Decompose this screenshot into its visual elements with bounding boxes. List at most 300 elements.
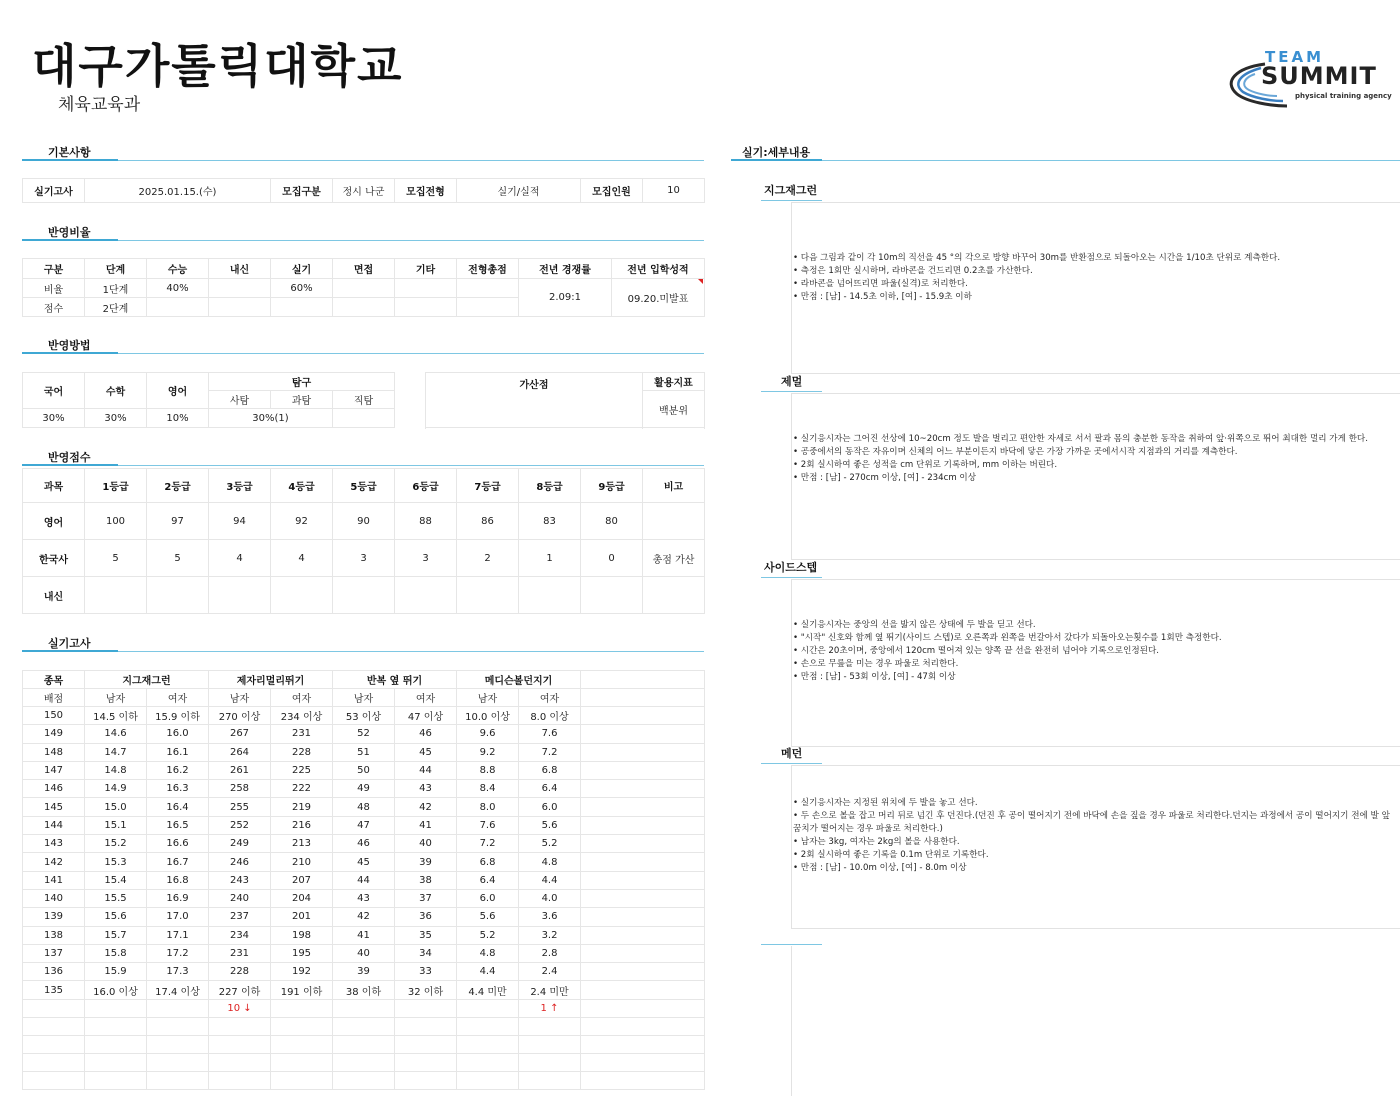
empty-cell bbox=[271, 1017, 333, 1035]
practical-event-header: 제자리멀리뛰기 bbox=[209, 671, 333, 689]
practical-record-cell: 5.6 bbox=[457, 908, 519, 926]
detail-description bbox=[793, 797, 1396, 875]
score-cell: 88 bbox=[395, 503, 457, 540]
empty-cell bbox=[581, 871, 705, 889]
score-cell bbox=[147, 577, 209, 614]
empty-cell bbox=[23, 1017, 85, 1035]
logo-tagline: physical training agency bbox=[1295, 92, 1392, 100]
detail-line: • 실기응시자는 중앙의 선을 밟지 않은 상태에 두 발을 딛고 선다. bbox=[793, 620, 1036, 630]
gender-male-header: 남자 bbox=[457, 689, 519, 707]
empty-cell bbox=[581, 1035, 705, 1053]
empty-cell bbox=[333, 1053, 395, 1071]
practical-record-cell: 45 bbox=[395, 743, 457, 761]
score-cell: 2 bbox=[457, 540, 519, 577]
score-cell bbox=[519, 577, 581, 614]
score-cell: 92 bbox=[271, 503, 333, 540]
section-divider-accent bbox=[761, 577, 822, 578]
section-divider-accent bbox=[22, 159, 118, 161]
empty-cell bbox=[395, 1017, 457, 1035]
practical-record-cell: 14.8 bbox=[85, 761, 147, 779]
university-title: 대구가톨릭대학교 bbox=[32, 39, 404, 93]
practical-points-cell: 143 bbox=[23, 835, 85, 853]
practical-record-cell: 9.2 bbox=[457, 743, 519, 761]
gender-female-header: 여자 bbox=[147, 689, 209, 707]
empty-cell bbox=[333, 1071, 395, 1089]
empty-cell bbox=[395, 1053, 457, 1071]
detail-line: • 2회 실시하여 좋은 성적을 cm 단위로 기록하며, mm 이하는 버린다. bbox=[793, 460, 1058, 470]
practical-record-cell: 14.7 bbox=[85, 743, 147, 761]
practical-record-cell: 258 bbox=[209, 780, 271, 798]
practical-record-cell: 5.2 bbox=[457, 926, 519, 944]
practical-record-cell: 16.2 bbox=[147, 761, 209, 779]
empty-cell bbox=[395, 1035, 457, 1053]
section-method-title: 반영방법 bbox=[48, 339, 91, 352]
ratio-cell: 점수 bbox=[23, 298, 85, 317]
practical-record-cell: 15.5 bbox=[85, 889, 147, 907]
empty-cell bbox=[457, 1035, 519, 1053]
empty-cell bbox=[581, 853, 705, 871]
score-subject-cell: 영어 bbox=[23, 503, 85, 540]
empty-cell bbox=[271, 1053, 333, 1071]
score-cell bbox=[643, 503, 705, 540]
empty-cell bbox=[581, 1071, 705, 1089]
score-header-cell: 6등급 bbox=[395, 469, 457, 503]
empty-cell bbox=[581, 908, 705, 926]
practical-record-cell: 47 이상 bbox=[395, 707, 457, 725]
practical-record-cell: 37 bbox=[395, 889, 457, 907]
practical-record-cell: 4.4 bbox=[457, 963, 519, 981]
practical-record-cell: 43 bbox=[395, 780, 457, 798]
quota-value: 10 bbox=[643, 179, 705, 203]
empty-cell bbox=[581, 963, 705, 981]
empty-cell bbox=[85, 999, 147, 1017]
score-cell: 5 bbox=[85, 540, 147, 577]
practical-record-cell: 16.0 이상 bbox=[85, 981, 147, 999]
empty-cell bbox=[457, 999, 519, 1017]
detail-line: • 손으로 무릎을 미는 경우 파울로 처리한다. bbox=[793, 659, 959, 669]
ratio-header-cell: 기타 bbox=[395, 259, 457, 279]
practical-record-cell: 49 bbox=[333, 780, 395, 798]
practical-record-cell: 15.9 이하 bbox=[147, 707, 209, 725]
practical-record-cell: 53 이상 bbox=[333, 707, 395, 725]
method-social-header: 사탐 bbox=[209, 391, 271, 409]
practical-record-cell: 7.6 bbox=[519, 725, 581, 743]
practical-record-cell: 41 bbox=[395, 816, 457, 834]
empty-cell bbox=[581, 944, 705, 962]
practical-record-cell: 231 bbox=[209, 944, 271, 962]
section-divider bbox=[731, 160, 1400, 161]
empty-cell bbox=[519, 1017, 581, 1035]
detail-title: 제멀 bbox=[781, 375, 803, 388]
method-korean-header: 국어 bbox=[23, 373, 85, 409]
recruit-type-label: 모집구분 bbox=[271, 179, 333, 203]
practical-record-cell: 228 bbox=[271, 743, 333, 761]
empty-cell bbox=[581, 707, 705, 725]
practical-points-cell: 145 bbox=[23, 798, 85, 816]
score-cell bbox=[643, 577, 705, 614]
practical-points-cell: 142 bbox=[23, 853, 85, 871]
ratio-header-cell: 전형총점 bbox=[457, 259, 519, 279]
practical-record-cell: 45 bbox=[333, 853, 395, 871]
empty-cell bbox=[147, 1053, 209, 1071]
detail-line: • 실기응시자는 지정된 위치에 두 발을 놓고 선다. bbox=[793, 798, 978, 808]
practical-record-cell: 192 bbox=[271, 963, 333, 981]
score-cell: 총점 가산 bbox=[643, 540, 705, 577]
practical-record-cell: 35 bbox=[395, 926, 457, 944]
practical-record-cell: 42 bbox=[333, 908, 395, 926]
ratio-cell: 2단계 bbox=[85, 298, 147, 317]
quota-label: 모집인원 bbox=[581, 179, 643, 203]
practical-record-cell: 15.4 bbox=[85, 871, 147, 889]
practical-points-cell: 144 bbox=[23, 816, 85, 834]
practical-points-cell: 139 bbox=[23, 908, 85, 926]
index-value: 백분위 bbox=[643, 391, 705, 428]
empty-cell bbox=[457, 1017, 519, 1035]
empty-cell bbox=[333, 999, 395, 1017]
empty-cell bbox=[85, 1053, 147, 1071]
ratio-cell bbox=[271, 298, 333, 317]
practical-record-cell: 198 bbox=[271, 926, 333, 944]
detail-line: • 두 손으로 볼을 잡고 머리 뒤로 넘긴 후 던진다.(던진 후 공이 떨어지기 전에 바닥에 손을 짚을 경우 파울로 처리한다.던지는 과정에서 공이 떨어지기 전에 발 앞꿈치가 떨어지는 경우 파울로 처리한다.) bbox=[793, 811, 1390, 834]
empty-detail-box bbox=[791, 946, 1400, 1096]
detail-line: • 만점 : [남] - 270cm 이상, [여] - 234cm 이상 bbox=[793, 473, 977, 483]
practical-record-cell: 14.9 bbox=[85, 780, 147, 798]
logo-team-text: TEAM bbox=[1265, 48, 1325, 66]
practical-record-cell: 5.2 bbox=[519, 835, 581, 853]
ratio-header-cell: 면접 bbox=[333, 259, 395, 279]
practical-record-cell: 33 bbox=[395, 963, 457, 981]
practical-record-cell: 36 bbox=[395, 908, 457, 926]
practical-record-cell: 38 bbox=[395, 871, 457, 889]
practical-record-cell: 38 이하 bbox=[333, 981, 395, 999]
method-empty-cell bbox=[333, 409, 395, 428]
ratio-cell bbox=[333, 298, 395, 317]
exam-date-value: 2025.01.15.(수) bbox=[85, 179, 271, 203]
empty-cell bbox=[581, 743, 705, 761]
detail-line: • 2회 실시하여 좋은 기록을 0.1m 단위로 기록한다. bbox=[793, 850, 989, 860]
empty-cell bbox=[581, 725, 705, 743]
ratio-table bbox=[22, 258, 705, 317]
score-header-cell: 8등급 bbox=[519, 469, 581, 503]
detail-line: • "시작" 신호와 함께 옆 뛰기(사이드 스텝)로 오른쪽과 왼쪽을 번갈아서 갔다가 되돌아오는횟수를 1회만 측정한다. bbox=[793, 633, 1222, 643]
practical-record-cell: 6.4 bbox=[519, 780, 581, 798]
method-english-value: 10% bbox=[147, 409, 209, 428]
practical-record-cell: 231 bbox=[271, 725, 333, 743]
practical-record-cell: 40 bbox=[333, 944, 395, 962]
section-ratio-title: 반영비율 bbox=[48, 226, 91, 239]
practical-record-cell: 4.8 bbox=[519, 853, 581, 871]
empty-cell bbox=[23, 999, 85, 1017]
section-divider bbox=[22, 240, 704, 241]
practical-record-cell: 8.4 bbox=[457, 780, 519, 798]
practical-record-cell: 3.6 bbox=[519, 908, 581, 926]
empty-cell bbox=[581, 1053, 705, 1071]
practical-record-cell: 222 bbox=[271, 780, 333, 798]
method-vocational-header: 직탐 bbox=[333, 391, 395, 409]
practical-record-cell: 39 bbox=[395, 853, 457, 871]
practical-record-cell: 17.3 bbox=[147, 963, 209, 981]
score-cell: 94 bbox=[209, 503, 271, 540]
practical-record-cell: 15.3 bbox=[85, 853, 147, 871]
detail-line: • 만점 : [남] - 53회 이상, [여] - 47회 이상 bbox=[793, 672, 956, 682]
ratio-cell bbox=[209, 298, 271, 317]
section-divider bbox=[22, 651, 704, 652]
practical-record-cell: 46 bbox=[395, 725, 457, 743]
empty-cell bbox=[209, 1035, 271, 1053]
empty-cell bbox=[271, 1035, 333, 1053]
empty-cell bbox=[581, 780, 705, 798]
empty-cell bbox=[519, 1071, 581, 1089]
practical-record-cell: 16.3 bbox=[147, 780, 209, 798]
practical-points-cell: 140 bbox=[23, 889, 85, 907]
practical-record-cell: 16.0 bbox=[147, 725, 209, 743]
logo-summit-text: SUMMIT bbox=[1261, 62, 1377, 90]
practical-record-cell: 7.2 bbox=[457, 835, 519, 853]
ratio-header-cell: 전년 경쟁률 bbox=[519, 259, 612, 279]
practical-record-cell: 267 bbox=[209, 725, 271, 743]
practical-record-cell: 4.4 bbox=[519, 871, 581, 889]
score-header-cell: 과목 bbox=[23, 469, 85, 503]
empty-cell bbox=[147, 1017, 209, 1035]
empty-cell bbox=[23, 1035, 85, 1053]
ratio-header-cell: 실기 bbox=[271, 259, 333, 279]
practical-record-cell: 44 bbox=[395, 761, 457, 779]
practical-record-cell: 6.4 bbox=[457, 871, 519, 889]
score-header-cell: 1등급 bbox=[85, 469, 147, 503]
practical-record-cell: 14.6 bbox=[85, 725, 147, 743]
practical-record-cell: 16.5 bbox=[147, 816, 209, 834]
detail-title: 지그재그런 bbox=[764, 184, 818, 197]
practical-record-cell: 16.9 bbox=[147, 889, 209, 907]
empty-cell bbox=[23, 1071, 85, 1089]
practical-record-cell: 15.7 bbox=[85, 926, 147, 944]
score-cell: 3 bbox=[395, 540, 457, 577]
score-cell: 86 bbox=[457, 503, 519, 540]
section-divider bbox=[22, 160, 704, 161]
method-science-header: 과탐 bbox=[271, 391, 333, 409]
practical-record-cell: 227 이하 bbox=[209, 981, 271, 999]
practical-record-cell: 41 bbox=[333, 926, 395, 944]
practical-points-cell: 146 bbox=[23, 780, 85, 798]
empty-cell bbox=[85, 1071, 147, 1089]
score-cell: 90 bbox=[333, 503, 395, 540]
practical-record-cell: 16.7 bbox=[147, 853, 209, 871]
practical-record-cell: 6.0 bbox=[457, 889, 519, 907]
practical-record-cell: 47 bbox=[333, 816, 395, 834]
score-subject-cell: 내신 bbox=[23, 577, 85, 614]
empty-cell bbox=[581, 689, 705, 707]
practical-record-cell: 2.8 bbox=[519, 944, 581, 962]
practical-record-cell: 52 bbox=[333, 725, 395, 743]
ratio-cell bbox=[457, 279, 519, 298]
method-inquiry-header: 탐구 bbox=[209, 373, 395, 391]
ratio-cell bbox=[457, 298, 519, 317]
score-cell: 4 bbox=[271, 540, 333, 577]
detail-line: • 만점 : [남] - 14.5초 이하, [여] - 15.9초 이하 bbox=[793, 292, 972, 302]
practical-record-cell: 15.1 bbox=[85, 816, 147, 834]
gender-male-header: 남자 bbox=[85, 689, 147, 707]
practical-points-cell: 135 bbox=[23, 981, 85, 999]
detail-line: • 시간은 20초이며, 중앙에서 120cm 떨어져 있는 양쪽 끝 선을 완전히 넘어야 기록으로인정된다. bbox=[793, 646, 1160, 656]
score-cell bbox=[395, 577, 457, 614]
gender-male-header: 남자 bbox=[209, 689, 271, 707]
practical-points-cell: 147 bbox=[23, 761, 85, 779]
note-jump: 10 ↓ bbox=[209, 999, 271, 1017]
score-cell bbox=[457, 577, 519, 614]
empty-cell bbox=[85, 1035, 147, 1053]
empty-cell bbox=[581, 835, 705, 853]
practical-record-cell: 43 bbox=[333, 889, 395, 907]
practical-record-cell: 270 이상 bbox=[209, 707, 271, 725]
detail-line: • 공중에서의 동작은 자유이며 신체의 어느 부분이든지 바닥에 닿은 가장 가까운 곳에서시작 지점과의 거리를 계측한다. bbox=[793, 447, 1238, 457]
ratio-header-cell: 전년 입학성적 bbox=[612, 259, 705, 279]
detail-description bbox=[793, 252, 1396, 304]
detail-line: • 라바콘을 넘어뜨리면 파울(실격)로 처리한다. bbox=[793, 279, 968, 289]
selection-value: 실기/실적 bbox=[457, 179, 581, 203]
bonus-header: 가산점 bbox=[426, 373, 643, 428]
section-divider-accent bbox=[22, 239, 118, 241]
practical-record-cell: 16.4 bbox=[147, 798, 209, 816]
detail-line: • 남자는 3kg, 여자는 2kg의 볼을 사용한다. bbox=[793, 837, 960, 847]
section-divider-accent bbox=[22, 352, 118, 354]
score-header-cell: 비고 bbox=[643, 469, 705, 503]
score-cell: 83 bbox=[519, 503, 581, 540]
department-subtitle: 체육교육과 bbox=[58, 95, 141, 115]
practical-record-cell: 4.8 bbox=[457, 944, 519, 962]
recruit-type-value: 정시 나군 bbox=[333, 179, 395, 203]
detail-title: 사이드스텝 bbox=[764, 561, 818, 574]
practical-record-cell: 17.2 bbox=[147, 944, 209, 962]
practical-record-cell: 4.0 bbox=[519, 889, 581, 907]
practical-record-cell: 6.8 bbox=[457, 853, 519, 871]
score-cell bbox=[271, 577, 333, 614]
practical-record-cell: 32 이하 bbox=[395, 981, 457, 999]
practical-record-cell: 16.8 bbox=[147, 871, 209, 889]
practical-record-cell: 2.4 미만 bbox=[519, 981, 581, 999]
empty-cell bbox=[395, 999, 457, 1017]
practical-record-cell: 204 bbox=[271, 889, 333, 907]
ratio-cell: 1단계 bbox=[85, 279, 147, 298]
practical-points-cell: 149 bbox=[23, 725, 85, 743]
practical-points-cell: 137 bbox=[23, 944, 85, 962]
practical-record-cell: 50 bbox=[333, 761, 395, 779]
practical-record-cell: 264 bbox=[209, 743, 271, 761]
empty-cell bbox=[581, 1017, 705, 1035]
practical-record-cell: 34 bbox=[395, 944, 457, 962]
practical-record-cell: 219 bbox=[271, 798, 333, 816]
score-subject-cell: 한국사 bbox=[23, 540, 85, 577]
practical-record-cell: 51 bbox=[333, 743, 395, 761]
empty-cell bbox=[333, 1035, 395, 1053]
score-cell: 4 bbox=[209, 540, 271, 577]
section-divider-accent bbox=[761, 763, 822, 764]
practical-event-header: 메디슨볼던지기 bbox=[457, 671, 581, 689]
practical-record-cell: 252 bbox=[209, 816, 271, 834]
practical-record-cell: 5.6 bbox=[519, 816, 581, 834]
section-divider-accent bbox=[22, 464, 118, 466]
score-header-cell: 5등급 bbox=[333, 469, 395, 503]
practical-record-cell: 201 bbox=[271, 908, 333, 926]
empty-cell bbox=[581, 671, 705, 689]
empty-cell bbox=[581, 981, 705, 999]
detail-title: 메던 bbox=[781, 747, 803, 760]
practical-record-cell: 3.2 bbox=[519, 926, 581, 944]
score-cell: 1 bbox=[519, 540, 581, 577]
method-table bbox=[22, 372, 395, 428]
bonus-table bbox=[425, 372, 705, 428]
competition-value: 2.09:1 bbox=[519, 279, 612, 317]
practical-record-cell: 46 bbox=[333, 835, 395, 853]
practical-record-cell: 261 bbox=[209, 761, 271, 779]
practical-record-cell: 44 bbox=[333, 871, 395, 889]
practical-record-cell: 4.4 미만 bbox=[457, 981, 519, 999]
prev-score-value: 09.20.미발표 bbox=[612, 279, 705, 317]
gender-female-header: 여자 bbox=[395, 689, 457, 707]
section-divider-accent bbox=[761, 200, 822, 201]
empty-cell bbox=[147, 1071, 209, 1089]
score-cell bbox=[209, 577, 271, 614]
ratio-cell bbox=[395, 298, 457, 317]
score-cell: 0 bbox=[581, 540, 643, 577]
ratio-cell: 40% bbox=[147, 279, 209, 298]
score-cell bbox=[85, 577, 147, 614]
empty-cell bbox=[271, 999, 333, 1017]
empty-cell bbox=[271, 1071, 333, 1089]
section-divider-accent bbox=[761, 944, 822, 945]
gender-female-header: 여자 bbox=[519, 689, 581, 707]
practical-event-header: 반복 옆 뛰기 bbox=[333, 671, 457, 689]
empty-cell bbox=[23, 1053, 85, 1071]
ratio-cell bbox=[209, 279, 271, 298]
gender-female-header: 여자 bbox=[271, 689, 333, 707]
detail-line: • 다음 그림과 같이 각 10m의 직선을 45 °의 각으로 방향 바꾸어 30m를 반환점으로 되돌아오는 시간을 1/10초 단위로 계측한다. bbox=[793, 253, 1281, 263]
index-header: 활용지표 bbox=[643, 373, 705, 391]
practical-record-cell: 243 bbox=[209, 871, 271, 889]
empty-cell bbox=[209, 1017, 271, 1035]
section-divider-accent bbox=[22, 650, 118, 652]
score-cell: 97 bbox=[147, 503, 209, 540]
empty-cell bbox=[457, 1053, 519, 1071]
practical-item-header: 종목 bbox=[23, 671, 85, 689]
practical-points-cell: 141 bbox=[23, 871, 85, 889]
method-english-header: 영어 bbox=[147, 373, 209, 409]
section-divider-accent bbox=[731, 159, 822, 161]
practical-record-cell: 8.0 bbox=[457, 798, 519, 816]
practical-record-cell: 15.8 bbox=[85, 944, 147, 962]
empty-cell bbox=[581, 798, 705, 816]
section-divider-accent bbox=[761, 391, 822, 392]
detail-line: • 실기응시자는 그어진 선상에 10~20cm 정도 발을 벌리고 편안한 자세로 서서 팔과 몸의 충분한 동작을 취하여 앞·위쪽으로 뛰어 최대한 멀리 가게 한다. bbox=[793, 434, 1368, 444]
method-math-value: 30% bbox=[85, 409, 147, 428]
practical-record-cell: 6.0 bbox=[519, 798, 581, 816]
ratio-cell bbox=[395, 279, 457, 298]
section-score-title: 반영점수 bbox=[48, 451, 91, 464]
method-korean-value: 30% bbox=[23, 409, 85, 428]
score-cell: 3 bbox=[333, 540, 395, 577]
score-header-cell: 7등급 bbox=[457, 469, 519, 503]
empty-cell bbox=[147, 1035, 209, 1053]
empty-cell bbox=[581, 926, 705, 944]
practical-record-cell: 191 이하 bbox=[271, 981, 333, 999]
comment-marker bbox=[698, 279, 703, 284]
ratio-header-cell: 수능 bbox=[147, 259, 209, 279]
exam-date-label: 실기고사 bbox=[23, 179, 85, 203]
section-divider bbox=[22, 353, 704, 354]
score-header-cell: 4등급 bbox=[271, 469, 333, 503]
practical-record-cell: 48 bbox=[333, 798, 395, 816]
empty-cell bbox=[581, 889, 705, 907]
practical-record-cell: 234 이상 bbox=[271, 707, 333, 725]
